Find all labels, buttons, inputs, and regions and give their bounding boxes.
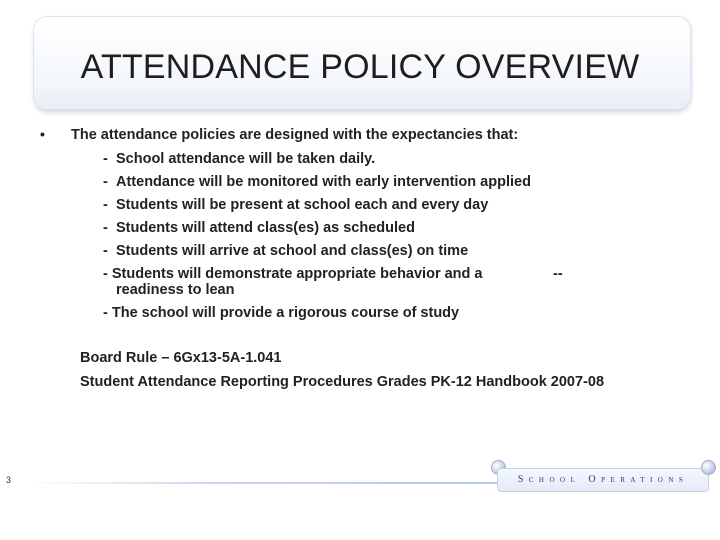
dash-marker: - — [103, 151, 108, 167]
bullet-marker: • — [40, 126, 45, 142]
school-operations-logo: School Operations — [497, 468, 709, 492]
handbook-reference: Student Attendance Reporting Procedures Grades PK-12 Handbook 2007-08 — [80, 374, 605, 390]
board-rule: Board Rule – 6Gx13-5A-1.041 — [80, 350, 282, 366]
dash-marker: - — [103, 220, 108, 236]
expectation-item: Students will attend class(es) as scheduled — [116, 220, 415, 236]
expectation-item: Students will be present at school each and every day — [116, 197, 489, 213]
expectation-item: Students will arrive at school and class(es) on time — [116, 243, 469, 259]
dash-marker: - — [103, 243, 108, 259]
expectation-item: - Students will demonstrate appropriate behavior and a — [103, 266, 483, 282]
lead-text: The attendance policies are designed with the expectancies that: — [71, 127, 519, 143]
slide-title: ATTENDANCE POLICY OVERVIEW — [80, 48, 640, 86]
expectation-item: - The school will provide a rigorous course of study — [103, 305, 460, 321]
expectation-item-continued: readiness to lean — [116, 282, 235, 298]
logo-right-ball-icon — [701, 460, 716, 475]
footer-divider — [26, 482, 498, 484]
trailing-dash: -- — [553, 266, 563, 282]
dash-marker: - — [103, 174, 108, 190]
expectation-item: Attendance will be monitored with early intervention applied — [116, 174, 531, 190]
page-number: 3 — [6, 475, 12, 485]
dash-marker: - — [103, 197, 108, 213]
expectation-item: School attendance will be taken daily. — [116, 151, 376, 167]
